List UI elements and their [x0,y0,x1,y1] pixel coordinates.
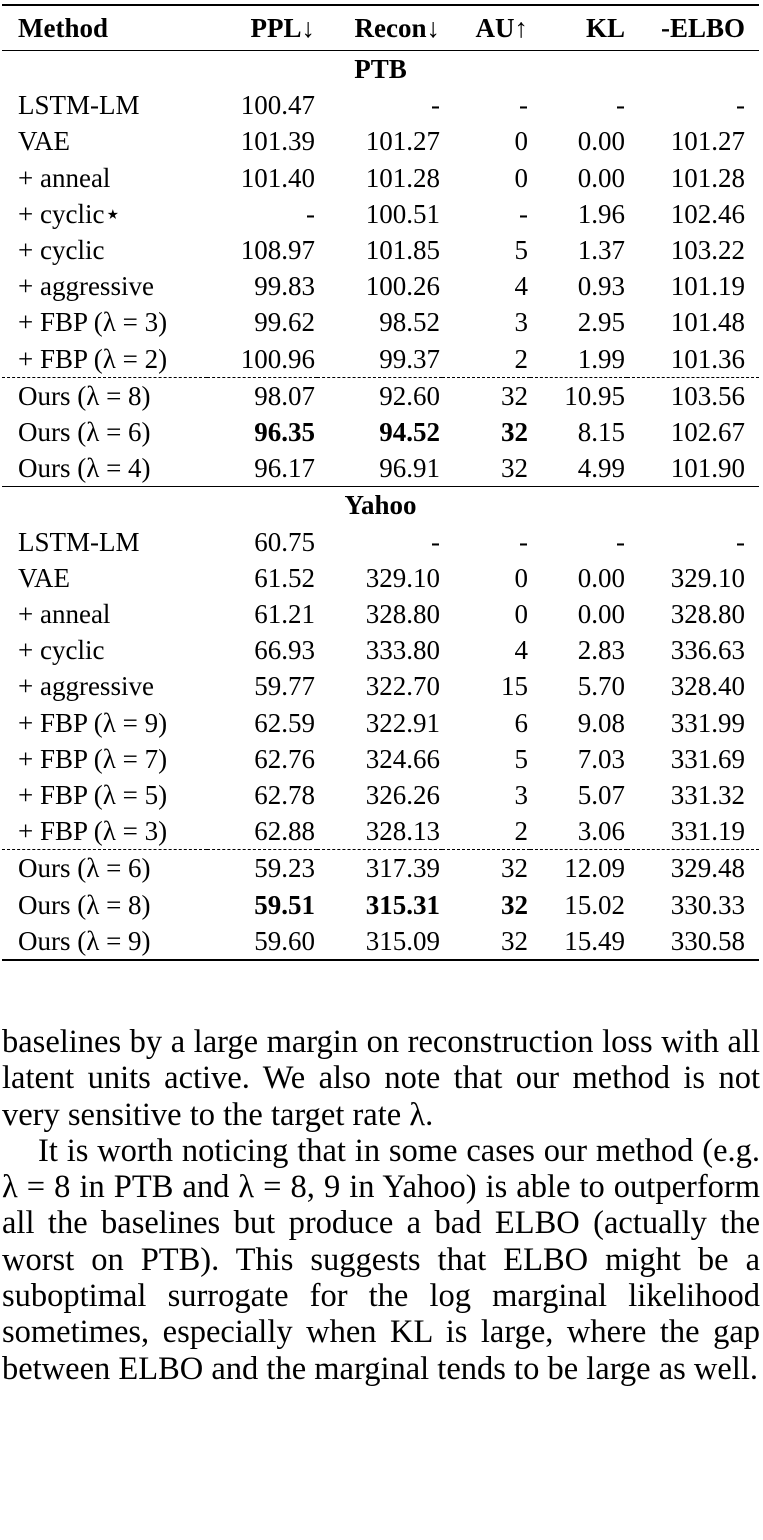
table-row [2,813,759,850]
elbo-cell: 331.32 [670,780,745,811]
recon-cell: 101.85 [365,235,440,266]
kl-cell: 10.95 [530,377,627,414]
ppl-cell: 98.07 [207,377,317,414]
method-cell: Ours (λ = 8) [18,889,151,920]
recon-cell: 328.80 [365,599,440,630]
method-cell: + FBP (λ = 2) [18,343,168,374]
recon-cell: 92.60 [317,377,442,414]
table-row [2,668,759,704]
au-cell: - [519,526,528,557]
kl-cell: 1.96 [577,198,625,229]
ppl-cell: - [306,198,315,229]
method-cell: LSTM-LM [18,90,140,121]
recon-cell: 322.91 [365,707,440,738]
ppl-cell: 59.77 [254,671,315,702]
kl-cell: 7.03 [577,743,625,774]
ppl-cell: 62.78 [254,780,315,811]
kl-cell: 1.99 [577,343,625,374]
ppl-cell: 61.52 [254,562,315,593]
method-cell: VAE [18,562,71,593]
header-au: AU↑ [442,5,530,51]
table-row [2,741,759,777]
table-row [2,923,759,960]
section-title-row [2,51,759,88]
au-cell: - [519,90,528,121]
kl-cell: 0.00 [577,126,625,157]
method-cell: Ours (λ = 4) [18,453,151,484]
recon-cell: 99.37 [379,343,440,374]
header-row [2,5,759,51]
ppl-cell: 60.75 [254,526,315,557]
recon-cell: 101.27 [365,126,440,157]
method-cell: + FBP (λ = 7) [18,743,168,774]
elbo-cell: 331.99 [670,707,745,738]
table-row [2,850,759,887]
ppl-cell: 99.83 [254,271,315,302]
ppl-cell: 99.62 [254,307,315,338]
kl-cell: 2.83 [577,635,625,666]
au-cell: 15 [501,671,528,702]
elbo-cell: 330.58 [627,923,759,960]
kl-cell: 15.49 [530,923,627,960]
kl-cell: 1.37 [577,235,625,266]
ppl-cell: 59.60 [207,923,317,960]
au-cell: 4 [514,635,528,666]
table-row [2,377,759,414]
au-cell: 0 [514,562,528,593]
recon-cell: 317.39 [317,850,442,887]
elbo-cell: - [736,526,745,557]
results-table-container [2,4,759,961]
ppl-cell: 100.47 [240,90,315,121]
elbo-cell: 101.48 [670,307,745,338]
elbo-cell: - [736,90,745,121]
ppl-cell: 101.39 [240,126,315,157]
method-cell: + aggressive [18,671,154,702]
section-title-row [2,487,759,524]
kl-cell: - [616,526,625,557]
au-cell: 32 [501,417,528,448]
method-cell: + FBP (λ = 3) [18,816,168,847]
recon-cell: 322.70 [365,671,440,702]
table-row [2,304,759,340]
elbo-cell: 101.28 [670,162,745,193]
header-method: Method [2,5,207,51]
method-cell: Ours (λ = 6) [2,850,207,887]
paragraph-2: It is worth noticing that in some cases our method (e.g. λ = 8 in PTB and λ = 8, 9 in Yahoo) is able to outperform all the baselines but produce a bad ELBO (actually the worst on PTB). This suggests that ELBO might be a suboptimal surrogate for the log marginal likelihood sometimes, especially when KL is large, where the gap between ELBO and the marginal tends to be large as well. [2,1132,760,1387]
section-title: Yahoo [2,487,759,524]
kl-cell: 15.02 [564,889,625,920]
method-cell: + cyclic [18,235,105,266]
ppl-cell: 62.76 [254,743,315,774]
method-cell: Ours (λ = 8) [2,377,207,414]
elbo-cell: 328.40 [670,671,745,702]
elbo-cell: 329.10 [670,562,745,593]
elbo-cell: 336.63 [670,635,745,666]
kl-cell: - [616,90,625,121]
table-row [2,450,759,487]
au-cell: 32 [501,889,528,920]
header-elbo: -ELBO [627,5,759,51]
kl-cell: 0.93 [577,271,625,302]
au-cell: 2 [514,343,528,374]
kl-cell: 0.00 [577,162,625,193]
elbo-cell: 328.80 [670,599,745,630]
elbo-cell: 103.22 [670,235,745,266]
au-cell: 2 [514,816,528,847]
ppl-cell: 96.17 [254,453,315,484]
method-cell: + anneal [18,599,111,630]
au-cell: 0 [514,599,528,630]
method-cell: + aggressive [18,271,154,302]
au-cell: 6 [514,707,528,738]
elbo-cell: 331.69 [670,743,745,774]
ppl-cell: 101.40 [240,162,315,193]
recon-cell: 94.52 [379,417,440,448]
ppl-cell: 66.93 [254,635,315,666]
ppl-cell: 62.88 [254,816,315,847]
au-cell: 32 [442,377,530,414]
au-cell: 4 [514,271,528,302]
results-table [2,4,759,961]
table-row [2,632,759,668]
ppl-cell: 96.35 [254,417,315,448]
recon-cell: 98.52 [379,307,440,338]
header-recon: Recon↓ [317,5,442,51]
method-cell: LSTM-LM [18,526,140,557]
table-row [2,524,759,560]
ppl-cell: 59.23 [207,850,317,887]
table-row [2,160,759,196]
body-text [2,1024,760,1387]
recon-cell: - [431,90,440,121]
table-row [2,196,759,232]
kl-cell: 9.08 [577,707,625,738]
ppl-cell: 100.96 [240,343,315,374]
recon-cell: 329.10 [365,562,440,593]
elbo-cell: 331.19 [670,816,745,847]
table-row [2,560,759,596]
method-cell: + FBP (λ = 3) [18,307,168,338]
au-cell: 0 [514,162,528,193]
table-row [2,596,759,632]
recon-cell: 100.26 [365,271,440,302]
recon-cell: - [431,526,440,557]
recon-cell: 324.66 [365,743,440,774]
ppl-cell: 62.59 [254,707,315,738]
paragraph-1: baselines by a large margin on reconstruction loss with all latent units active. We also note that our method is not very sensitive to the target rate λ. [2,1024,760,1133]
table-body [2,51,759,961]
elbo-cell: 101.90 [670,453,745,484]
kl-cell: 8.15 [577,417,625,448]
elbo-cell: 330.33 [670,889,745,920]
table-row [2,232,759,268]
recon-cell: 333.80 [365,635,440,666]
method-cell: + anneal [18,162,111,193]
kl-cell: 3.06 [577,816,625,847]
method-cell: + cyclic [18,635,105,666]
recon-cell: 101.28 [365,162,440,193]
au-cell: 3 [514,307,528,338]
recon-cell: 100.51 [365,198,440,229]
kl-cell: 0.00 [577,599,625,630]
table-row [2,268,759,304]
header-kl: KL [530,5,627,51]
elbo-cell: 102.67 [670,417,745,448]
table-row [2,123,759,159]
elbo-cell: 103.56 [627,377,759,414]
table-row [2,87,759,123]
recon-cell: 315.09 [317,923,442,960]
table-row [2,705,759,741]
kl-cell: 4.99 [577,453,625,484]
au-cell: 32 [442,923,530,960]
method-cell: + cyclic⋆ [18,198,122,229]
recon-cell: 326.26 [365,780,440,811]
kl-cell: 2.95 [577,307,625,338]
kl-cell: 5.70 [577,671,625,702]
au-cell: 0 [514,126,528,157]
recon-cell: 96.91 [379,453,440,484]
au-cell: 5 [514,235,528,266]
method-cell: Ours (λ = 9) [2,923,207,960]
recon-cell: 315.31 [365,889,440,920]
table-row [2,777,759,813]
table-row [2,341,759,378]
elbo-cell: 101.36 [670,343,745,374]
header-ppl: PPL↓ [207,5,317,51]
table-header [2,5,759,51]
kl-cell: 0.00 [577,562,625,593]
kl-cell: 5.07 [577,780,625,811]
au-cell: 3 [514,780,528,811]
method-cell: + FBP (λ = 5) [18,780,168,811]
au-cell: 32 [501,453,528,484]
recon-cell: 328.13 [365,816,440,847]
section-title: PTB [2,51,759,88]
method-cell: Ours (λ = 6) [18,417,151,448]
au-cell: 32 [442,850,530,887]
ppl-cell: 59.51 [254,889,315,920]
ppl-cell: 61.21 [254,599,315,630]
table-row [2,887,759,923]
method-cell: + FBP (λ = 9) [18,707,168,738]
au-cell: - [519,198,528,229]
elbo-cell: 102.46 [670,198,745,229]
elbo-cell: 101.27 [670,126,745,157]
au-cell: 5 [514,743,528,774]
method-cell: VAE [18,126,71,157]
kl-cell: 12.09 [530,850,627,887]
ppl-cell: 108.97 [240,235,315,266]
elbo-cell: 101.19 [670,271,745,302]
elbo-cell: 329.48 [627,850,759,887]
table-row [2,414,759,450]
